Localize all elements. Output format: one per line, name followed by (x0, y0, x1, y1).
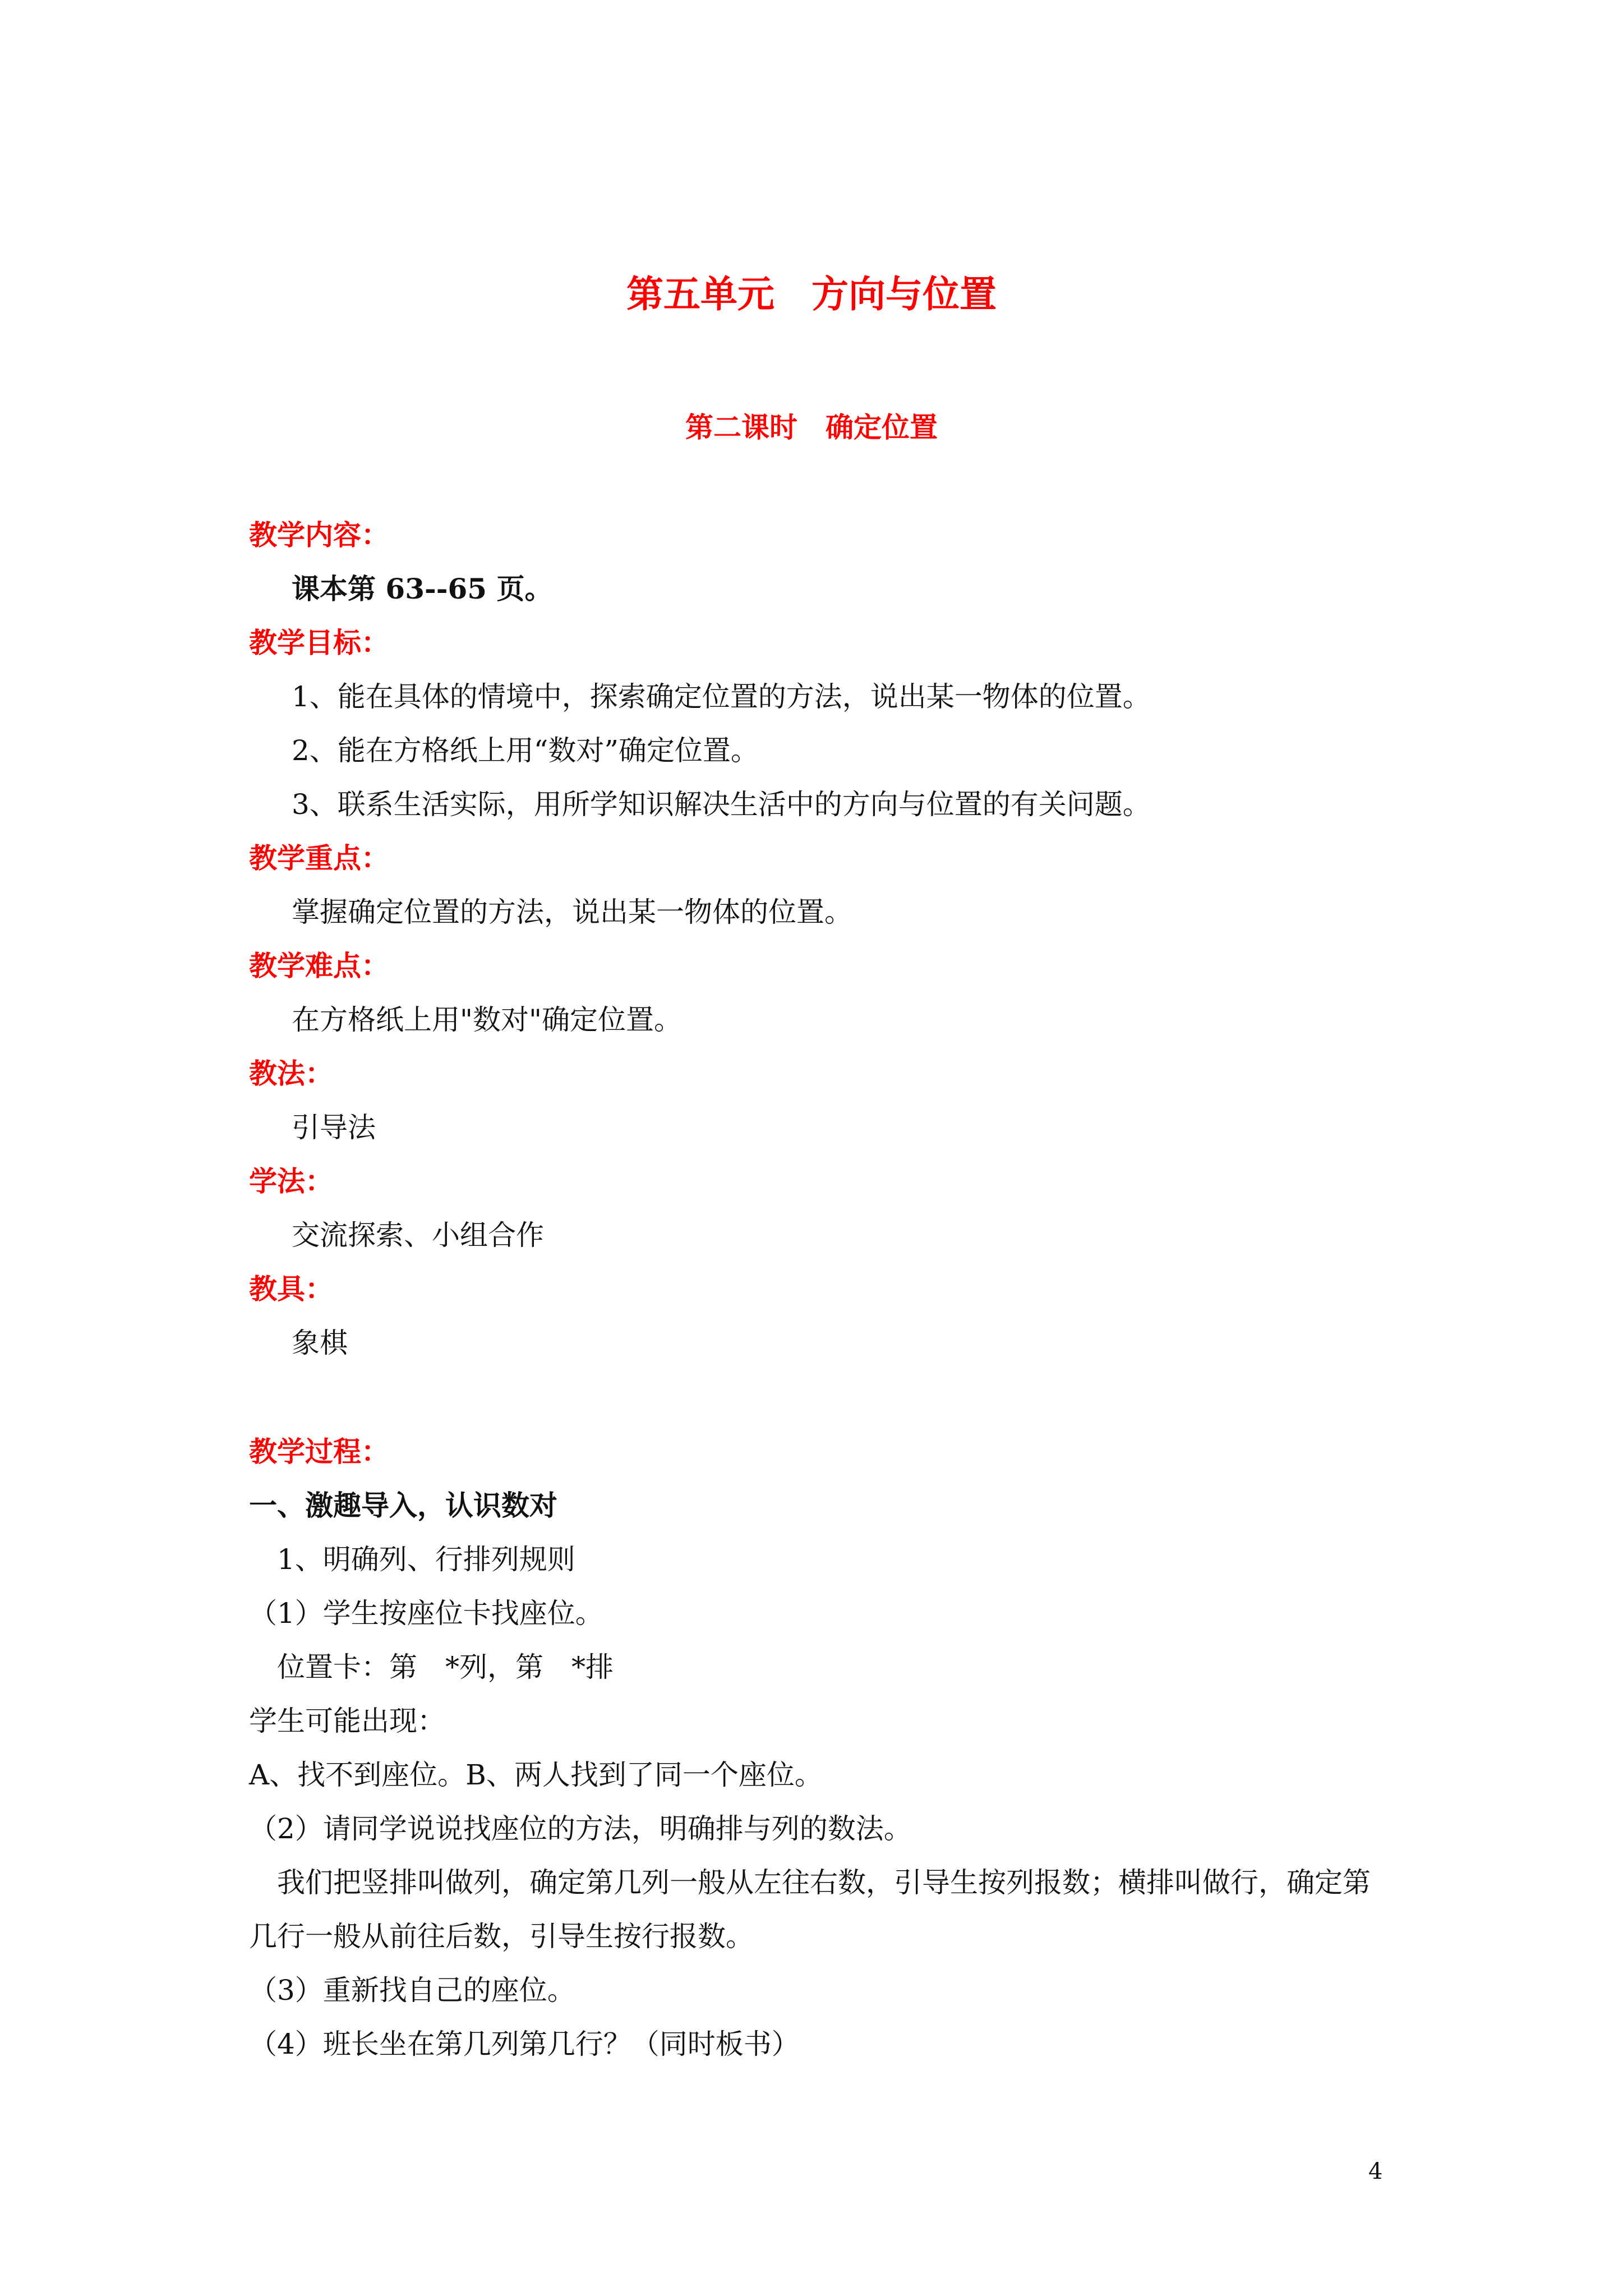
process-heading: 教学过程： (249, 1435, 389, 1468)
process-line: （4）班长坐在第几列第几行？（同时板书） (249, 2028, 800, 2060)
lesson-subtitle: 第二课时 确定位置 (685, 411, 938, 444)
key-point-text: 掌握确定位置的方法，说出某一物体的位置。 (292, 896, 852, 928)
learning-method-heading: 学法： (249, 1165, 333, 1198)
process-line: 几行一般从前往后数，引导生按行报数。 (249, 1920, 754, 1953)
page-number: 4 (1368, 2159, 1383, 2184)
process-line: （2）请同学说说找座位的方法，明确排与列的数法。 (249, 1812, 912, 1845)
process-line: 学生可能出现： (249, 1705, 445, 1737)
process-line: （3）重新找自己的座位。 (249, 1974, 575, 2007)
process-line: A、找不到座位。B、两人找到了同一个座位。 (249, 1759, 823, 1791)
content-text: 课本第 63--65 页。 (292, 572, 553, 605)
difficulty-text: 在方格纸上用"数对"确定位置。 (292, 1004, 682, 1036)
difficulty-heading: 教学难点： (249, 949, 389, 982)
goals-heading: 教学目标： (249, 626, 389, 659)
tools-heading: 教具： (249, 1272, 333, 1305)
learning-method-text: 交流探索、小组合作 (292, 1219, 544, 1251)
section-heading: 一、激趣导入，认识数对 (249, 1489, 557, 1522)
process-line: （1）学生按座位卡找座位。 (249, 1597, 603, 1630)
goal-item-3: 3、联系生活实际，用所学知识解决生活中的方向与位置的有关问题。 (292, 788, 1151, 821)
tools-text: 象棋 (292, 1327, 348, 1359)
process-line: 位置卡：第 *列，第 *排 (277, 1651, 614, 1683)
key-point-heading: 教学重点： (249, 841, 389, 875)
content-heading: 教学内容： (249, 518, 389, 551)
goal-item-2: 2、能在方格纸上用“数对”确定位置。 (292, 734, 759, 767)
page-title: 第五单元 方向与位置 (626, 272, 997, 316)
process-line: 1、明确列、行排列规则 (277, 1543, 575, 1576)
teaching-method-text: 引导法 (292, 1111, 376, 1144)
goal-item-1: 1、能在具体的情境中，探索确定位置的方法，说出某一物体的位置。 (292, 680, 1151, 713)
teaching-method-heading: 教法： (249, 1057, 333, 1090)
process-line: 我们把竖排叫做列，确定第几列一般从左往右数，引导生按列报数；横排叫做行，确定第 (277, 1866, 1371, 1899)
